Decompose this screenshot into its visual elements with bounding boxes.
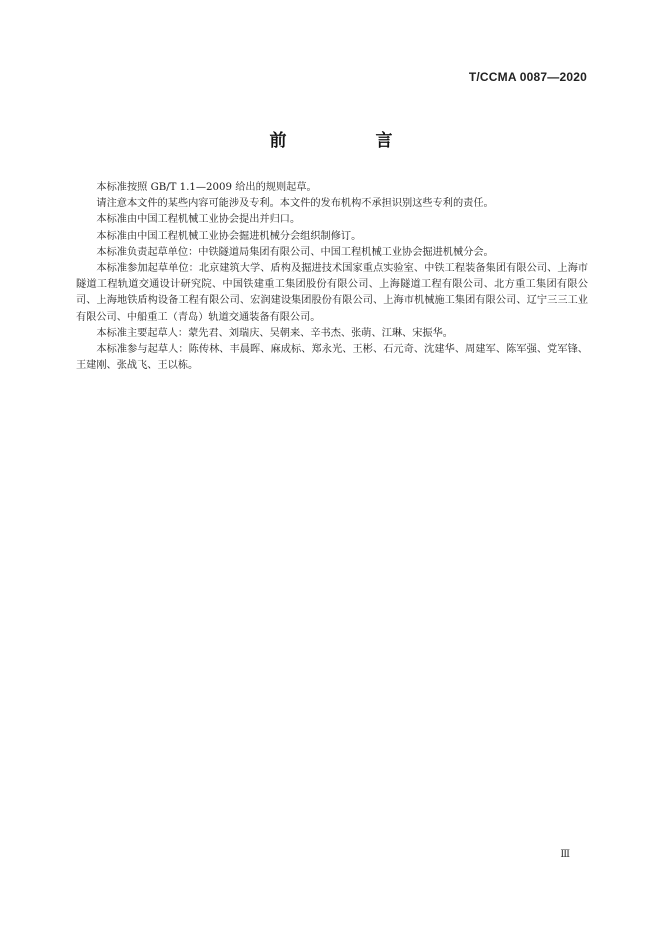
paragraph-main-drafters: 本标准主要起草人：蒙先君、刘瑞庆、吴朝来、辛书杰、张萌、江琳、宋振华。 <box>96 327 453 339</box>
paragraph-organized-by: 本标准由中国工程机械工业协会掘进机械分会组织制修订。 <box>96 230 362 242</box>
page-number: Ⅲ <box>560 849 570 860</box>
page-title: 前 言 <box>269 131 429 151</box>
paragraph-participating-drafters: 本标准参与起草人：陈传林、丰晨晖、麻成标、郑永光、王彬、石元奇、沈建华、周建军、陈军强、党军锋、王建刚、张战飞、王以栋。 <box>76 344 588 372</box>
paragraph-drafting-rules: 本标准按照 GB/T 1.1—2009 给出的规则起草。 <box>96 182 317 193</box>
paragraph-patent-notice: 请注意本文件的某些内容可能涉及专利。本文件的发布机构不承担识别这些专利的责任。 <box>96 198 494 210</box>
paragraph-responsible-drafters: 本标准负责起草单位：中铁隧道局集团有限公司、中国工程机械工业协会掘进机械分会。 <box>96 246 494 258</box>
foreword-body <box>76 180 588 374</box>
paragraph-participating-units: 本标准参加起草单位：北京建筑大学、盾构及掘进技术国家重点实验室、中铁工程装备集团有限公司、上海市隧道工程轨道交通设计研究院、中国铁建重工集团股份有限公司、上海隧道工程有限公司、北方重工集团有限公司、上海地铁盾构设备工程有限公司、宏润建设集团股份有限公司、上海市机械施工集团有限公司、辽宁三三工业有限公司、中船重工（青岛）轨道交通装备有限公司。 <box>76 263 588 323</box>
paragraph-proposed-by: 本标准由中国工程机械工业协会提出并归口。 <box>96 214 301 226</box>
standard-code: T/CCMA 0087—2020 <box>468 70 587 84</box>
